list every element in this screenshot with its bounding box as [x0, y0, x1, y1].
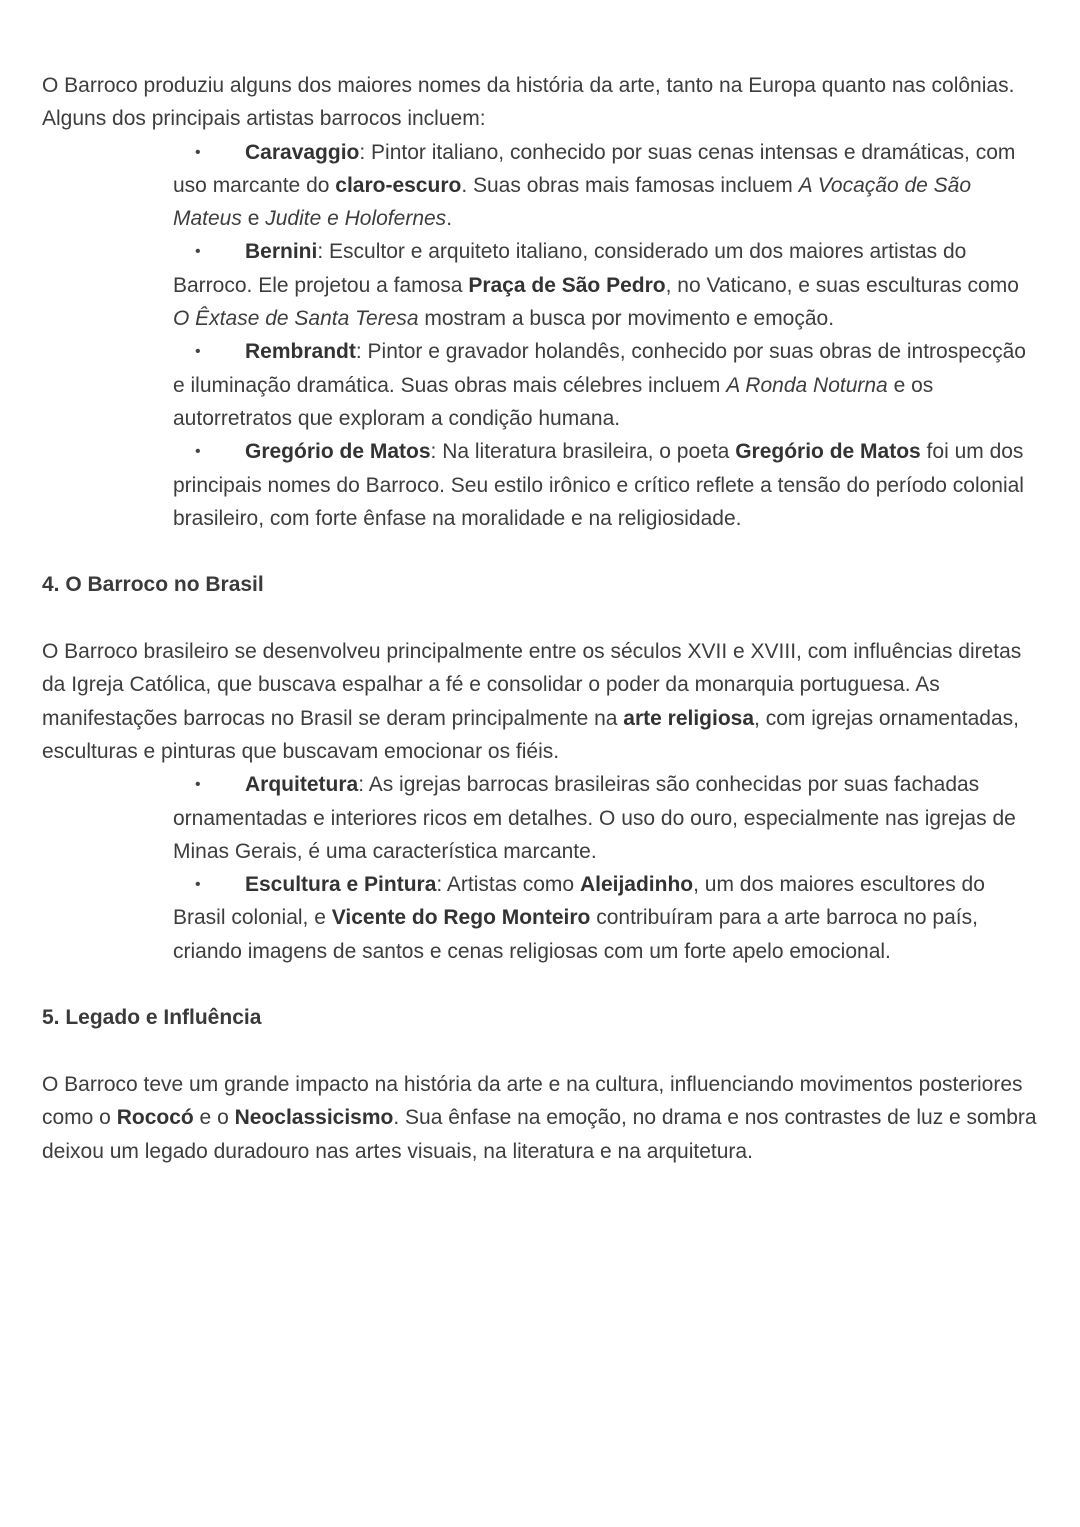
spacer	[42, 602, 1038, 635]
list-item: • Bernini: Escultor e arquiteto italiano, considerado um dos maiores artistas do Barroco. Ele projetou a famosa Praça de São Pedro, no Vaticano, e suas esculturas como O Êxtase de Santa Teresa mostram a busca por movimento e emoção.	[173, 235, 1038, 335]
artwork-title: Judite e Holofernes	[265, 207, 447, 231]
artist-name: Gregório de Matos	[245, 440, 431, 464]
artist-name: Rembrandt	[245, 340, 356, 364]
section-heading: 5. Legado e Influência	[42, 1006, 262, 1030]
item-name: Arquitetura	[245, 773, 359, 797]
artwork-title: O Êxtase de Santa Teresa	[173, 307, 419, 331]
intro-paragraph: O Barroco produziu alguns dos maiores nomes da história da arte, tanto na Europa quanto nas colônias. Alguns dos principais artistas barrocos incluem:	[42, 74, 1015, 131]
bullet-icon: •	[195, 343, 201, 361]
list-item: • Caravaggio: Pintor italiano, conhecido por suas cenas intensas e dramáticas, com uso marcante do claro-escuro. Suas obras mais famosas incluem A Vocação de São Mateus e Judite e Holofernes.	[173, 136, 1038, 236]
bullet-icon: •	[195, 243, 201, 261]
section-heading: 4. O Barroco no Brasil	[42, 573, 264, 597]
artwork-title: A Vocação de São Mateus	[173, 173, 972, 231]
section5-paragraph: O Barroco teve um grande impacto na história da arte e na cultura, influenciando movimentos posteriores como o Rococó e o Neoclassicismo. Sua ênfase na emoção, no drama e nos contrastes de luz e sombra deixou um legado duradouro nas artes visuais, na literatura e na arquitetura.	[42, 1072, 1037, 1163]
list-item: • Escultura e Pintura: Artistas como Aleijadinho, um dos maiores escultores do Brasil colonial, e Vicente do Rego Monteiro contribuíram para a arte barroca no país, criando imagens de santos e cenas religiosas com um forte apelo emocional.	[173, 868, 1038, 968]
spacer	[42, 1035, 1038, 1068]
artist-name: Caravaggio	[245, 140, 360, 164]
bullet-icon: •	[195, 876, 201, 894]
section4-paragraph: O Barroco brasileiro se desenvolveu principalmente entre os séculos XVII e XVIII, com influências diretas da Igreja Católica, que buscava espalhar a fé e consolidar o poder da monarquia portuguesa. As manifestações barrocas no Brasil se deram principalmente na arte religiosa, com igrejas ornamentadas, esculturas e pinturas que buscavam emocionar os fiéis.	[42, 640, 1022, 763]
artist-name: Bernini	[245, 240, 318, 264]
spacer	[42, 535, 1038, 568]
artwork-title: A Ronda Noturna	[726, 373, 888, 397]
bullet-icon: •	[195, 443, 201, 461]
item-name: Escultura e Pintura	[245, 873, 437, 897]
bullet-icon: •	[195, 143, 201, 161]
list-item: • Rembrandt: Pintor e gravador holandês, conhecido por suas obras de introspecção e iluminação dramática. Suas obras mais célebres incluem A Ronda Noturna e os autorretratos que exploram a condição humana.	[173, 335, 1038, 435]
list-item: • Arquitetura: As igrejas barrocas brasileiras são conhecidas por suas fachadas ornamentadas e interiores ricos em detalhes. O uso do ouro, especialmente nas igrejas de Minas Gerais, é uma característica marcante.	[173, 768, 1038, 868]
spacer	[42, 968, 1038, 1001]
brazil-list	[42, 768, 1038, 968]
artists-list	[42, 136, 1038, 536]
list-item: • Gregório de Matos: Na literatura brasileira, o poeta Gregório de Matos foi um dos principais nomes do Barroco. Seu estilo irônico e crítico reflete a tensão do período colonial brasileiro, com forte ênfase na moralidade e na religiosidade.	[173, 435, 1038, 535]
bullet-icon: •	[195, 776, 201, 794]
